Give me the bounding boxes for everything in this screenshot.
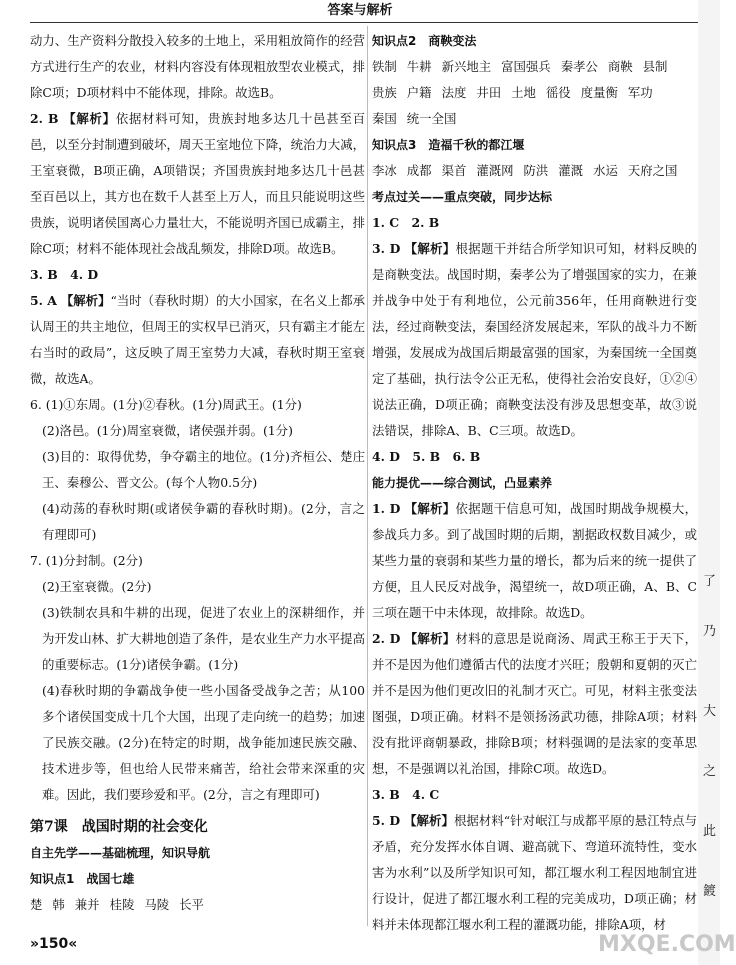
- answer-6-part3: (3)目的：取得优势，争夺霸主的地位。(1分)齐桓公、楚庄王、秦穆公、晋文公。(每个人物0.5分): [42, 449, 365, 490]
- analysis-text: “当时（春秋时期）的大小国家，在名义上都承认周王的共主地位，但周王的实权早已消灭，只有霸主才能左右当时的政局”，这反映了周王室势力大减，春秋时期王室衰微，故选A。: [30, 293, 365, 386]
- term: 防洪: [523, 163, 549, 178]
- answer-7-part1: 7. (1)分封制。(2分): [30, 553, 143, 568]
- term: 法度: [441, 85, 467, 100]
- column-divider: [367, 26, 368, 926]
- section-heading: 考点过关——重点突破，同步达标: [372, 190, 553, 204]
- term: 度量衡: [580, 85, 618, 100]
- knowledge-point-heading: 知识点2 商鞅变法: [372, 34, 477, 48]
- term: 徭役: [545, 85, 571, 100]
- analysis-text: 材料的意思是说商汤、周武王称王于天下，并不是因为他们遵循古代的法度才兴旺；殷朝和夏朝的灭亡并不是因为他们更改旧的礼制才灭亡。可见，材料主张变法图强，D项正确。材料不是领扬汤武功德，排除A项；材料没有批评商朝暴政，排除B项；材料强调的是法家的变革思想，不是强调以礼治国，排除C项。故选D。: [372, 631, 697, 776]
- knowledge-point-heading: 知识点3 造福千秋的都江堰: [372, 138, 525, 152]
- term: 李冰: [372, 163, 397, 178]
- answers-4-6: 4. D 5. B 6. B: [372, 449, 481, 464]
- section-heading: 自主先学——基础梳理，知识导航: [30, 846, 211, 860]
- term: 楚: [30, 897, 43, 912]
- term: 桂陵: [109, 897, 135, 912]
- term: 秦国: [372, 111, 397, 126]
- answer-number: 2. B: [30, 111, 59, 126]
- edge-char: 之: [702, 764, 716, 779]
- watermark: MXQE.COM: [598, 932, 736, 957]
- analysis-tag: 【解析】: [404, 631, 456, 646]
- term: 贵族: [372, 85, 397, 100]
- left-column: [30, 28, 365, 918]
- term: 天府之国: [627, 163, 678, 178]
- answer-6-part2: (2)洛邑。(1分)周室衰微，诸侯强并弱。(1分): [42, 423, 293, 438]
- analysis-text: 根据题干并结合所学知识可知，材料反映的是商鞅变法。战国时期，秦孝公为了增强国家的实力，在兼并战争中处于有利地位，公元前356年，任用商鞅进行变法，经过商鞅变法，秦国经济发展起来，军队的战斗力不断增强，发展成为战国后期最富强的国家，为秦国统一全国奠定了基础，执行法令公正无私，使得社会治安良好，①②④说法正确，D项正确；商鞅变法没有涉及思想变革，故③说法错误，排除A、B、C三项。故选D。: [372, 241, 697, 438]
- section-heading: 能力提优——综合测试，凸显素养: [372, 476, 553, 490]
- analysis-tag: 【解析】: [404, 813, 454, 828]
- answer-2: [30, 106, 365, 262]
- answers-3-4: 3. B 4. C: [372, 787, 440, 802]
- term: 新兴地主: [441, 59, 492, 74]
- term: 富国强兵: [501, 59, 551, 74]
- answers-1-2: 1. C 2. B: [372, 215, 440, 230]
- term: 马陵: [144, 897, 170, 912]
- answer-5: [372, 808, 697, 938]
- right-column: [372, 28, 697, 938]
- term: 铁制: [372, 59, 397, 74]
- term: 县制: [642, 59, 668, 74]
- term-list: [30, 892, 365, 918]
- answer-7-part3: (3)铁制农具和牛耕的出现，促进了农业上的深耕细作，并为开发山林、扩大耕地创造了条件，是农业生产力水平提高的重要标志。(1分)诸侯争霸。(1分): [42, 605, 365, 672]
- answer-7-part4: (4)春秋时期的争霸战争使一些小国备受战争之苦；从100多个诸侯国变成十几个大国，出现了走向统一的趋势；加速了民族交融。(2分)在特定的时期，战争能加速民族交融、技术进步等，但也给人民带来痛苦，给社会带来深重的灾难。因此，我们要珍爱和平。(2分，言之有理即可): [42, 683, 365, 802]
- edge-char: 此: [702, 824, 716, 839]
- analysis-text: 依据材料可知，贵族封地多达几十邑甚至百邑，以至分封制遭到破坏，周天王室地位下降，统治力大减，王室衰微，B项正确，A项错误；齐国贵族封地多达几十邑甚至百邑以上，其方也在数千人甚至上万人，而且只能说明这些贵族，说明诸侯国离心力量壮大，不能说明齐国已成霸主，排除C项；材料不能体现社会战乱频发，排除D项。故选B。: [30, 111, 365, 256]
- term: 军功: [627, 85, 653, 100]
- term: 长平: [179, 897, 204, 912]
- answer-number: 2. D: [372, 631, 401, 646]
- paragraph-continuation: 动力、生产资料分散投入较多的土地上，采用粗放简作的经营方式进行生产的农业，材料内容没有体现粗放型农业模式，排除C项；D项材料中不能体现，排除。故选B。: [30, 33, 365, 100]
- edge-char: 大: [702, 704, 716, 719]
- analysis-text: 依据题干信息可知，战国时期战争规模大，参战兵力多。到了战国时期的后期，割据政权数目减少，或某些力量的衰弱和某些力量的增长，都为后来的统一提供了方便，且人民反对战争，渴望统一，故D项正确，A、B、C三项在题干中未体现，故排除。故选D。: [372, 501, 697, 620]
- analysis-tag: 【解析】: [60, 293, 111, 308]
- term: 井田: [476, 85, 502, 100]
- term: 牛耕: [406, 59, 432, 74]
- edge-char: 鍍: [702, 884, 716, 899]
- term: 兼并: [74, 897, 100, 912]
- page-header: 答案与解析: [327, 3, 393, 18]
- page-number-value: 150: [39, 936, 69, 952]
- answer-7-part2: (2)王室衰微。(2分): [42, 579, 152, 594]
- term: 成都: [406, 163, 432, 178]
- edge-char: 了: [702, 574, 716, 589]
- term: 土地: [511, 85, 536, 100]
- answer-number: 3. D: [372, 241, 401, 256]
- term: 灌溉: [558, 163, 584, 178]
- term: 水运: [593, 163, 618, 178]
- answer-number: 1. D: [372, 501, 401, 516]
- edge-char: 乃: [702, 624, 716, 639]
- term: 灌溉网: [476, 163, 514, 178]
- term: 秦孝公: [560, 59, 598, 74]
- analysis-text: 根据材料“针对岷江与成都平原的悬江特点与矛盾，充分发挥水体自调、避高就下、弯道环流特性，变水害为水利”以及所学知识可知，都江堰水利工程因地制宜进行设计，促进了都江堰水利工程的完美成功，D项正确；材料并未体现都江堰水利工程的灌溉功能，排除A项，材: [372, 813, 697, 932]
- analysis-tag: 【解析】: [63, 111, 116, 126]
- answer-number: 5. D: [372, 813, 401, 828]
- knowledge-point-heading: 知识点1 战国七雄: [30, 872, 135, 886]
- answer-number: 5. A: [30, 293, 57, 308]
- term: 户籍: [406, 85, 432, 100]
- header-rule: [30, 22, 720, 23]
- analysis-tag: 【解析】: [404, 501, 456, 516]
- term-list: [372, 54, 697, 132]
- adjacent-page-edge: [698, 0, 720, 965]
- lesson-title: 第7课 战国时期的社会变化: [30, 819, 208, 835]
- page-number: »150«: [30, 936, 78, 952]
- answer-1: [372, 496, 697, 626]
- term: 韩: [52, 897, 65, 912]
- answer-5: [30, 288, 365, 392]
- term: 渠首: [441, 163, 467, 178]
- answers-3-4: 3. B 4. D: [30, 267, 99, 282]
- answer-3: [372, 236, 697, 444]
- answer-6-part1: 6. (1)①东周。(1分)②春秋。(1分)周武王。(1分): [30, 397, 302, 412]
- term: 统一全国: [406, 111, 457, 126]
- answer-6-part4: (4)动荡的春秋时期(或诸侯争霸的春秋时期)。(2分，言之有理即可): [42, 501, 365, 542]
- analysis-tag: 【解析】: [404, 241, 456, 256]
- answer-2: [372, 626, 697, 782]
- term-list: [372, 158, 697, 184]
- term: 商鞅: [607, 59, 633, 74]
